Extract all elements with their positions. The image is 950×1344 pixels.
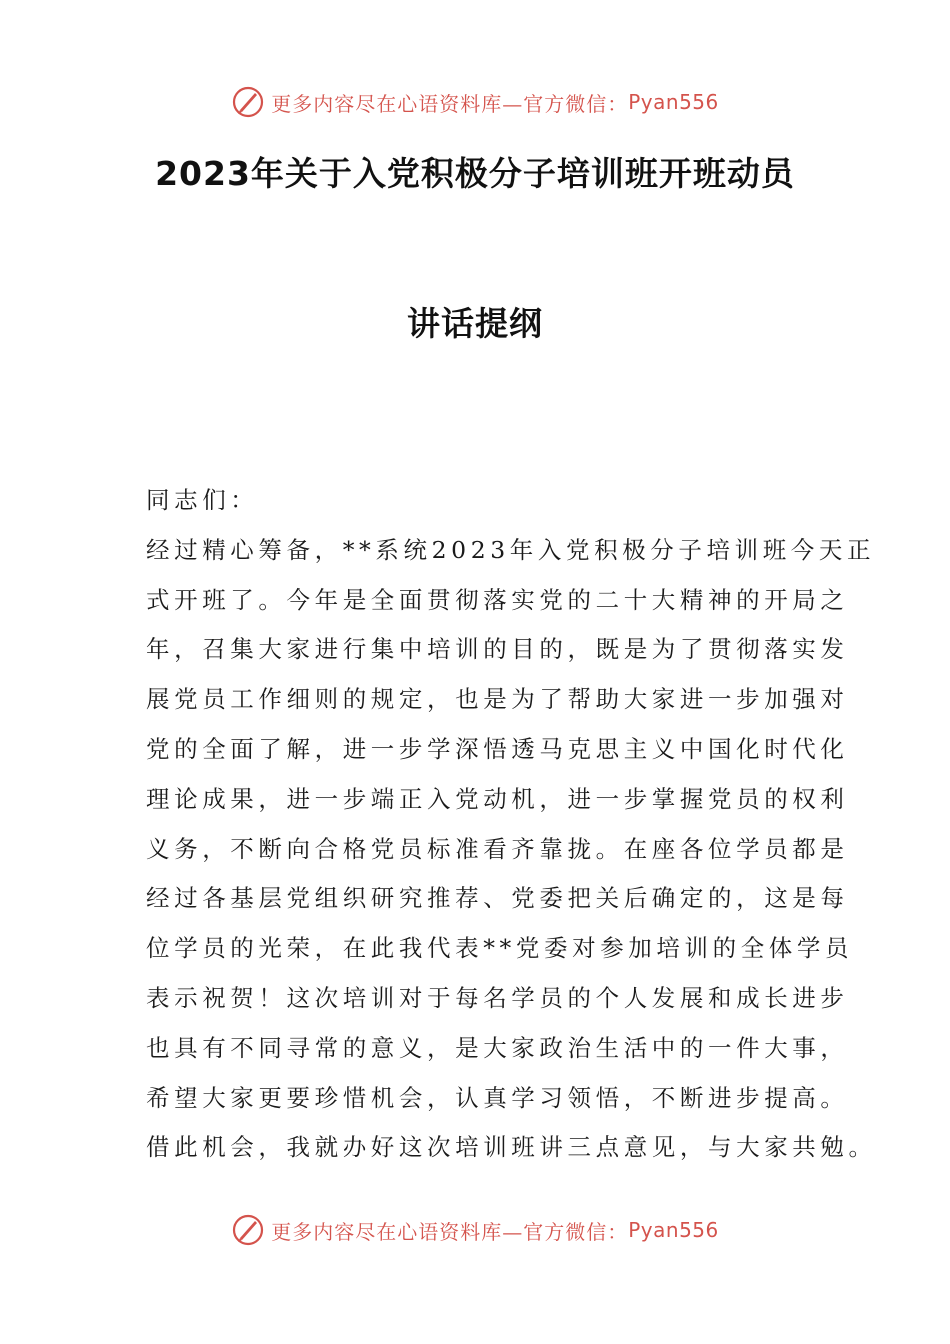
body-line: 年，召集大家进行集中培训的目的，既是为了贯彻落实发: [146, 635, 849, 664]
header-watermark: [0, 82, 950, 122]
body-line: 义务，不断向合格党员标准看齐靠拢。在座各位学员都是: [146, 834, 849, 863]
quill-logo-icon: [231, 1213, 265, 1247]
watermark-text: 更多内容尽在心语资料库—官方微信：: [271, 91, 629, 116]
body-line: 经过精心筹备，**系统2023年入党积极分子培训班今天正: [146, 535, 876, 564]
body-line: 经过各基层党组织研究推荐、党委把关后确定的，这是每: [146, 884, 849, 913]
watermark-text: 更多内容尽在心语资料库—官方微信：: [271, 1219, 629, 1244]
quill-logo-icon: [231, 85, 265, 119]
watermark-id: Pyan556: [628, 1218, 719, 1242]
watermark-id: Pyan556: [628, 90, 719, 114]
document-title: 2023年关于入党积极分子培训班开班动员: [155, 154, 795, 193]
speech-body: [146, 476, 877, 1173]
body-line: 希望大家更要珍惜机会，认真学习领悟，不断进步提高。: [146, 1083, 849, 1112]
body-line: 党的全面了解，进一步学深悟透马克思主义中国化时代化: [146, 734, 849, 763]
body-line: 式开班了。今年是全面贯彻落实党的二十大精神的开局之: [146, 585, 849, 614]
document-title-continued: 讲话提纲: [407, 304, 543, 343]
body-line: 展党员工作细则的规定，也是为了帮助大家进一步加强对: [146, 685, 849, 714]
body-line: 也具有不同寻常的意义，是大家政治生活中的一件大事，: [146, 1033, 849, 1062]
body-line: 表示祝贺！这次培训对于每名学员的个人发展和成长进步: [146, 983, 849, 1012]
body-line: 理论成果，进一步端正入党动机，进一步掌握党员的权利: [146, 784, 849, 813]
body-line: 借此机会，我就办好这次培训班讲三点意见，与大家共勉。: [146, 1133, 877, 1162]
footer-watermark: [0, 1210, 950, 1250]
salutation: 同志们：: [146, 486, 259, 514]
body-line: 位学员的光荣，在此我代表**党委对参加培训的全体学员: [146, 934, 854, 963]
